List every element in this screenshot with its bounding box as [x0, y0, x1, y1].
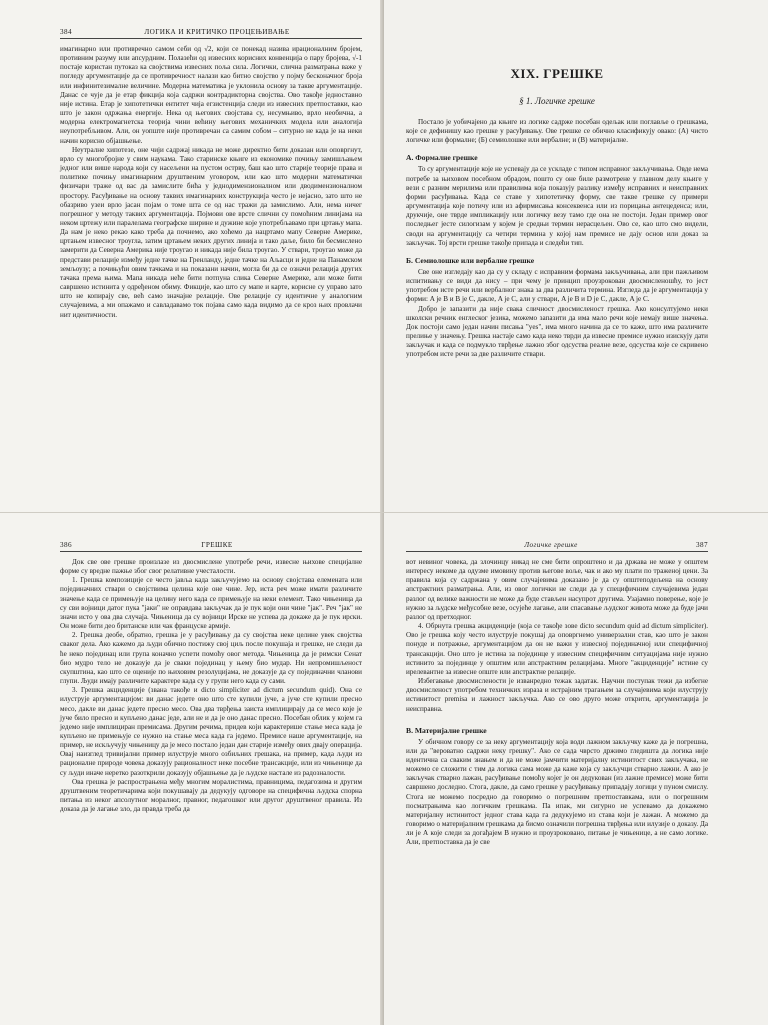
chapter-title: XIX. ГРЕШКЕ	[510, 66, 604, 81]
page-number: 386	[60, 541, 72, 549]
running-head-384	[60, 28, 362, 39]
page-387	[384, 513, 768, 1025]
paragraph: Неутралне хипотезе, оне чији садржај никада не може директно бити доказан или оповргнут, врло су многобројне у свим наукама. Тако старинске књиге из економике почињу замишљањем једног или више народа који су насељени на пустом острву, баш као што старије теорије права и политике почињу имагинарним друштвеним уговором, или као што модерни математички физичари траже од вас да замислите бића у једнодимензионалном или дводимензионалном простору. Расуђивање на основу таквих имагинарних конструкција често је нејасно, зато што не обазриво узеи врло јасан појам о томе шта се од нас тражи да замислимо. Али, нема ничег погрешног у методу таквих аргументација. Појмови ове врсте слични су помоћним линијама на неком цртежу или паралелама географске ширине и дужине које употребљавамо при цртању мапа. Да нам је неко рекао како треба да почнемо, ако хоћемо да нацртамо мапу Северне Америке, цртањем извесног троугла, затим цртањем неких других линија и тако даље, било би бесмислено замерити да Северна Америка није троугао и никада није била троугао. У ствари, троугао може да представи релације између једне тачке на Гренланду, једне тачке на Аљасци и једне на Панамском земљоузу; а почињући овим тачкама и на показани начин, могла би да се означи релација других тачака према њима. Мапа никада неће бити потпуна слика Северне Америке, али може бити савршено истинита у одређеном обиму. Фикције, као што су мапе и карте, корисне су управо зато што не копирају све, већ само значајне релације. Ове релације су идентичне у аналогним случајевима, а ми опажамо и савладавамо ток појава само када видимо да се кроз њих провлачи нит идентичности.	[60, 145, 362, 319]
paragraph: У обичном говору се за неку аргументацију која води лажном закључку каже да је погрешна, или да "вероватно садржи неку грешку". Ако се сада чврсто држимо гледишта да логика није идентична са сваким знањем и да не може јамчити материјалну истинитост свих закључака, не можемо се сложити с тим да логика сама може да каже која су закључци стварно лажни. А ако је закључак стварно лажан, расуђивање помоћу којег је он дедукован (из лажне премисе) може бити савршено доследно. Стога, дакле, да само грешке у расуђивању припадају логици у пуном смислу. Стога не можемо посредно да говоримо о погрешним претпоставкама, или о погрешним посматрањима као логичким грешкама. Па ипак, ми сигурно не успевамо да докажемо материјалну истинитост једног става када га дедукујемо из става који је лажан. А можемо да говоримо о материјалним грешкама да бисмо означили погрешна тврђења или илузије о доказу. Да ли је А које следи за догађајем B нужно и проузроковано, питање је чињенице, а не само логике. Али, претпоставка да је све	[406, 737, 708, 847]
paragraph: 4. Обрнута грешка акциденције (која се такође зове dicto secundum quid ad dictum simpliciter). Ово је грешка коју често илуструје покушај да оповргнемо универзални став, као што је закон понуде и потражње, аргументацијом да он не важи у извесној појединачној или специфичној трансакцији. Оно што је истина за појединце у извесним специфичним ситуацијама није нужно истинито за појединце у општим или апстрактним релацијама. Многе "акциденције" истине су ирелевантне за извесне опште или апстрактне релације.	[406, 622, 708, 676]
paragraph: Постало је уобичајено да књиге из логике садрже посебан одељак или поглавље о грешкама, које се дефинишу као грешке у расуђивању. Ове грешке се обично класификују овако: (А) чисто логичке или формалне; (Б) семиолошке или вербалне; и (В) материјалне.	[406, 118, 708, 145]
section-title: § 1. Логичке грешке	[519, 96, 595, 106]
page-number: 387	[696, 541, 708, 549]
paragraph: Избегавање двосмислености је изванредно тежак задатак. Научни поступак тежи да избегне двосмисленост употребом техничких израза и истрајним трагањем за случајевима који илуструју истинитост premisa и лажност закључка. Ако се ово друго може открити, аргументација је неисправна.	[406, 677, 708, 713]
paragraph: То су аргументације које не успевају да се ускладе с типом исправног закључивања. Овде нема потребе за њиховом посебном обрадом, пошто су оне биле размотрене у главном делу књиге у вези с разним мерилима или правилима која показују разлику између исправних и неисправних форми расуђивања. Када се ставе у хипотетичку форму, све такве грешке су примери аргументација које потичу или из афирмисања консеквенса или из порицања антецеденса; или, друкчије, оне тврде импликацију или логичку везу тамо где она не постоји. Један пример овог последњег јесте силогизам у којем је средњи термин нерасцељен. Ово се, као што смо видели, своди на аргументацију са четири термина у којој нам премисе не дају основ или доказ за закључак. Тој врсти грешке такође припада и следећи тип.	[406, 165, 708, 247]
paragraph: имагинарно или противречно самом себи од √2, који се понекад назива ирационалним бројем, противним разуму или апсурдним. Полазећи од извесних корисних конвенција о пару бројева, √-1 постаје користан путоказ ка својствима извесних поља сила. Логички, слична разматрања важе у погледу аргументације да се противречност налази као битно својство у појму бесконачног броја или инфинитезималне величине. Модерна математика је уклонила основу за такве аргументације. Данас се чује да је етар фикција која садржи контрадикторна својства. Ово такође једноставно није истина. Етар је хипотетички ентитет чија егзистенција следи из извесних претпоставки, као што је закон одржања енергије. Нека од његових својстава су, несумњиво, врло необична, а модерна електромагнетска теорија чини већину његових механичких модела или аналогија неупотребљивом. Али, он уопште није противречан са самим собом – ситурно не када је на неки начин корисно објашњење.	[60, 45, 362, 145]
running-head-386	[60, 541, 362, 552]
paragraph: Све оне изгледају као да су у складу с исправним формама закључивања, али при пажљивом испитивању се види да нису – при чему је принцип проузрокован двосмисленошћу, то јест употребом исте речи или вербалног знака за два различита термина. Изгледа да је аргументација у форми: A је B и B је C, дакле, A је C, али у ствари, A је B и D је C, дакле, A је C.	[406, 267, 708, 304]
paragraph: Добро је запазити да није свака сличност двосмисленост грешка. Ако консултујемо неки школски речник енглеског језика, можемо запазити да има мало речи које немају више значења. Док постоји само један начин писања "yes", има много начина да се то каже, што има различите прелиње у значењу. Грешка настаје само када неко тврди да извесне премисе нужно изискују дати закључак и када се подмукло тврђење лажно због одсуства реалне везе, одсуства које се скривено употребом исте речи за две различите ствари.	[406, 304, 708, 359]
running-head-385	[406, 28, 708, 40]
subheading: Б. Семиолошке или вербалне грешке	[406, 255, 535, 265]
running-head-387	[406, 541, 708, 552]
page-number: 384	[60, 28, 72, 36]
page-384	[0, 0, 384, 512]
top-spread	[0, 0, 768, 512]
running-head-title: ЛОГИКА И КРИТИЧКО ПРОЦЕЊИВАЊЕ	[144, 28, 290, 36]
paragraph: Док све ове грешке произлазе из двосмислене употребе речи, извесне њихове специјалне форме су вредне пажње због свог релативне учесталости.	[60, 558, 362, 576]
paragraph: 2. Грешка деобе, обратно, грешка је у расуђивању да су својства неке целине увек својства сваког дела. Ако кажемо да људи обично постижу свој циљ после покушаја и грешке, не следи да ће неко појединац или група коначно успети помоћу овог метода. Чињеница да је римски Сенат био мудро тело не доказује да је сваки појединац у њему био мудар. Ни непромишљеност скупштина, као што се оценије по њиховим резолуцијама, не доказује да су појединачни чланови глупи. Људи имају различите карактере када су у групи него када су сами.	[60, 631, 362, 686]
page-385	[384, 0, 768, 512]
page-386	[0, 513, 384, 1025]
running-head-title: ГРЕШКЕ	[201, 541, 233, 549]
subheading: А. Формалне грешке	[406, 153, 478, 163]
paragraph: 3. Грешка акциденције (звана такође и dicto simpliciter ad dictum secundum quid). Она се илуструје аргументацијом: ви данас једете оно што сте купили јуче, а јуче сте купили пресно месо, дакле ви данас једете пресно месо. Ова два тврђења заиста имплицирају да се месо које је јуче било пресно и купљено данас једе, али не и да је оно данас пресно. Посебан облик у којем га једемо није имплициран премисама. Другим речима, придев који карактерише стање меса када је купљено не примењује се нужно на стање меса када га једемо. Премисе наше аргументације, на пример, не искључују чињеницу да је месо постало један дан старије између ових двају операција. Овај наизглед тривијални пример илуструје много озбиљних грешака, на пример, када људи из рационалне природе човека доказују рационалност неке посебне трансакције, или из чињенице да су људи иначе неретко разоткрили доказују објашњење да је људске настале из радозналости.	[60, 686, 362, 777]
paragraph: Ова грешка је распрострањена међу многим моралистима, правницима, педагозима и другим друштвеним теоретичарима који покушавају да дедукују одговоре на специфична људска спорна питања из неког апсолутног моралног, правног, педагошког или другог друштвеног правила. Из доказа да је лагање зло, да правда треба да	[60, 777, 362, 814]
subheading: В. Материјалне грешке	[406, 725, 487, 735]
bottom-spread	[0, 512, 768, 1025]
running-head-title: Логичке грешке	[524, 541, 578, 549]
paragraph: вот невиног човека, да злочинцу никад не сме бити опроштено и да држава не може у општем интересу некоме да одузме имовину против његове воље, чак и ако му плати по траженој цени. За правила која су садржана у овим случајевима доказано је да су општеподељена на основу апстрактних разматрања. Али, из овог логички не следи да у специфичним случајевима један разлог од велике важности не може да буде стављен насупрот другима. Узајамно поверење, које је нужно за људске међусобне везе, осујеће лагање, али спасавање људског живота може да буде јачи разлог од претходног.	[406, 558, 708, 621]
paragraph: 1. Грешка композиције се често јавља када закључујемо на основу својстава елемената или појединачних ствари о својствима целина које оне чине. Јер, иста реч може имати различите значење када се примењује на целину него када се примењује на неки елемент. Тако чињеница да су сви војници датог пука "јаки" не оправдава закључак да је пук који они чине "јак". Реч "јак" не значи исто у ова два случаја. Чињеница да су војници Ирске не успева да докаже да је пук ирски. Он може бити део британске или чак француске армије.	[60, 576, 362, 631]
